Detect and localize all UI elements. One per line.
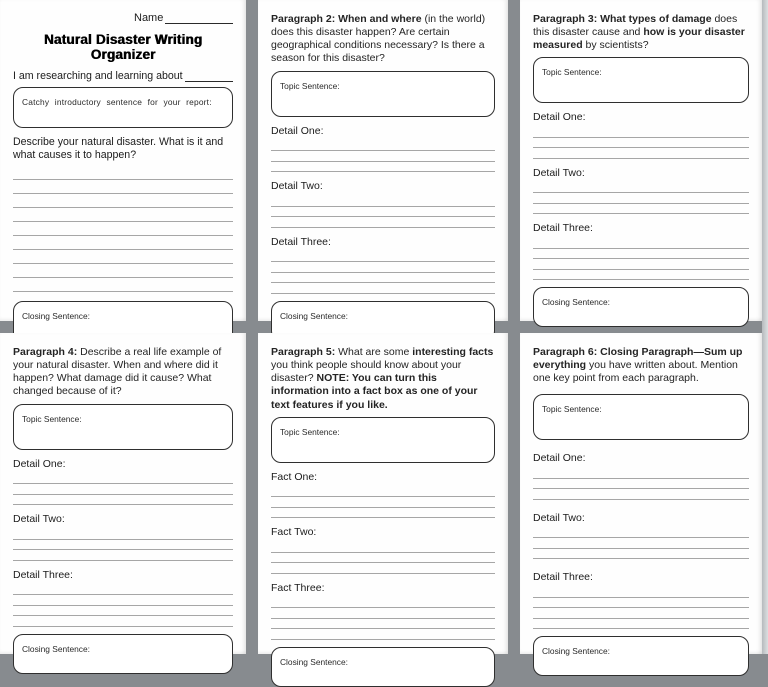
researching-label: I am researching and learning about — [13, 70, 183, 82]
fact-one-label: Fact One: — [271, 470, 318, 483]
heading-segment: Paragraph 3: What types of damage — [533, 13, 712, 25]
closing-sentence-label: Closing Sentence: — [542, 297, 610, 308]
closing-sentence-label: Closing Sentence: — [542, 646, 610, 657]
writing-lines[interactable] — [271, 196, 495, 228]
closing-sentence-label: Closing Sentence: — [280, 310, 348, 321]
topic-sentence-box[interactable] — [271, 417, 495, 463]
writing-lines[interactable] — [13, 474, 233, 506]
writing-lines[interactable] — [271, 487, 495, 519]
writing-lines[interactable] — [533, 468, 749, 500]
page-paragraph-3 — [520, 0, 762, 321]
writing-lines[interactable] — [13, 585, 233, 627]
topic-sentence-label: Topic Sentence: — [22, 413, 82, 424]
heading-segment: interesting facts — [412, 346, 494, 358]
detail-three-label: Detail Three: — [13, 568, 73, 581]
topic-sentence-box[interactable] — [271, 71, 495, 117]
heading-segment: (in the world) does this disaster happen? Are certain geographical conditions necessary? Is there a season for this disaster? — [271, 13, 486, 65]
closing-sentence-box[interactable] — [533, 287, 749, 327]
detail-two-label: Detail Two: — [533, 511, 585, 524]
detail-one-label: Detail One: — [533, 452, 586, 465]
page-title: Natural Disaster Writing Organizer — [43, 32, 203, 62]
scan-edge-shadow — [762, 0, 768, 654]
closing-sentence-box[interactable] — [13, 634, 233, 674]
fact-three-label: Fact Three: — [271, 581, 325, 594]
writing-lines[interactable] — [533, 587, 749, 629]
catchy-sentence-box[interactable] — [13, 87, 233, 128]
paragraph-2-heading — [271, 13, 495, 66]
writing-lines[interactable] — [533, 183, 749, 215]
detail-two-label: Detail Two: — [271, 180, 323, 192]
heading-segment: by scientists? — [582, 39, 649, 52]
writing-lines[interactable] — [533, 238, 749, 280]
topic-sentence-box[interactable] — [533, 57, 749, 103]
paragraph-6-heading — [533, 346, 749, 385]
paragraph-4-heading — [13, 346, 233, 399]
catchy-sentence-label: Catchy introductory sentence for your report: — [22, 97, 212, 107]
heading-segment: how is your disaster measured — [533, 26, 745, 52]
detail-one-label: Detail One: — [13, 457, 66, 470]
heading-segment: Paragraph 4: — [13, 346, 81, 358]
topic-sentence-box[interactable] — [13, 404, 233, 450]
page-paragraph-5 — [258, 333, 508, 667]
closing-sentence-label: Closing Sentence: — [22, 311, 90, 322]
page-paragraph-2 — [258, 0, 508, 321]
closing-sentence-box[interactable] — [533, 636, 749, 676]
detail-three-label: Detail Three: — [271, 235, 331, 248]
detail-one-label: Detail One: — [533, 111, 586, 124]
page-paragraph-4 — [0, 333, 246, 654]
topic-sentence-label: Topic Sentence: — [542, 67, 602, 78]
topic-sentence-label: Topic Sentence: — [542, 404, 602, 415]
topic-sentence-box[interactable] — [533, 394, 749, 440]
closing-sentence-box[interactable] — [271, 647, 495, 687]
detail-two-label: Detail Two: — [533, 166, 585, 179]
paragraph-3-heading — [533, 13, 749, 52]
heading-segment: you have written about. Mention one key point from each paragraph. — [533, 359, 738, 385]
page-paragraph-6 — [520, 333, 762, 657]
detail-three-label: Detail Three: — [533, 222, 593, 235]
fact-two-label: Fact Two: — [271, 526, 317, 539]
name-blank[interactable] — [165, 12, 233, 24]
writing-lines[interactable] — [13, 166, 233, 292]
topic-sentence-label: Topic Sentence: — [280, 80, 340, 91]
writing-lines[interactable] — [271, 141, 495, 173]
detail-three-label: Detail Three: — [533, 571, 593, 584]
paragraph-5-heading — [271, 346, 495, 412]
writing-lines[interactable] — [271, 252, 495, 294]
topic-sentence-label: Topic Sentence: — [280, 426, 340, 437]
name-label: Name — [134, 12, 164, 24]
heading-segment: Describe a real life example of your natural disaster. When and where did it happen? What damage did it cause? What changed because of it? — [13, 346, 222, 398]
page-intro — [0, 0, 246, 321]
detail-two-label: Detail Two: — [13, 513, 65, 525]
closing-sentence-label: Closing Sentence: — [280, 656, 348, 667]
name-field — [134, 9, 233, 24]
writing-lines[interactable] — [271, 598, 495, 640]
researching-field — [13, 67, 233, 82]
heading-segment: you think people should know about your disaster? — [271, 359, 462, 385]
writing-lines[interactable] — [271, 542, 495, 574]
writing-lines[interactable] — [13, 529, 233, 561]
heading-segment: Paragraph 6: Closing Paragraph—Sum up everything — [533, 346, 743, 372]
heading-segment: does this disaster cause and — [533, 13, 738, 39]
describe-prompt: Describe your natural disaster. What is it and what causes it to happen? — [13, 136, 224, 162]
heading-segment: Paragraph 5: — [271, 346, 339, 358]
closing-sentence-label: Closing Sentence: — [22, 643, 90, 654]
writing-lines[interactable] — [533, 528, 749, 560]
writing-lines[interactable] — [533, 127, 749, 159]
heading-segment: NOTE: You can turn this information into a fact box as one of your text features if you like. — [271, 372, 478, 411]
researching-blank[interactable] — [185, 70, 233, 82]
heading-segment: Paragraph 2: When and where — [271, 13, 422, 25]
heading-segment: What are some — [338, 346, 413, 358]
detail-one-label: Detail One: — [271, 124, 324, 137]
